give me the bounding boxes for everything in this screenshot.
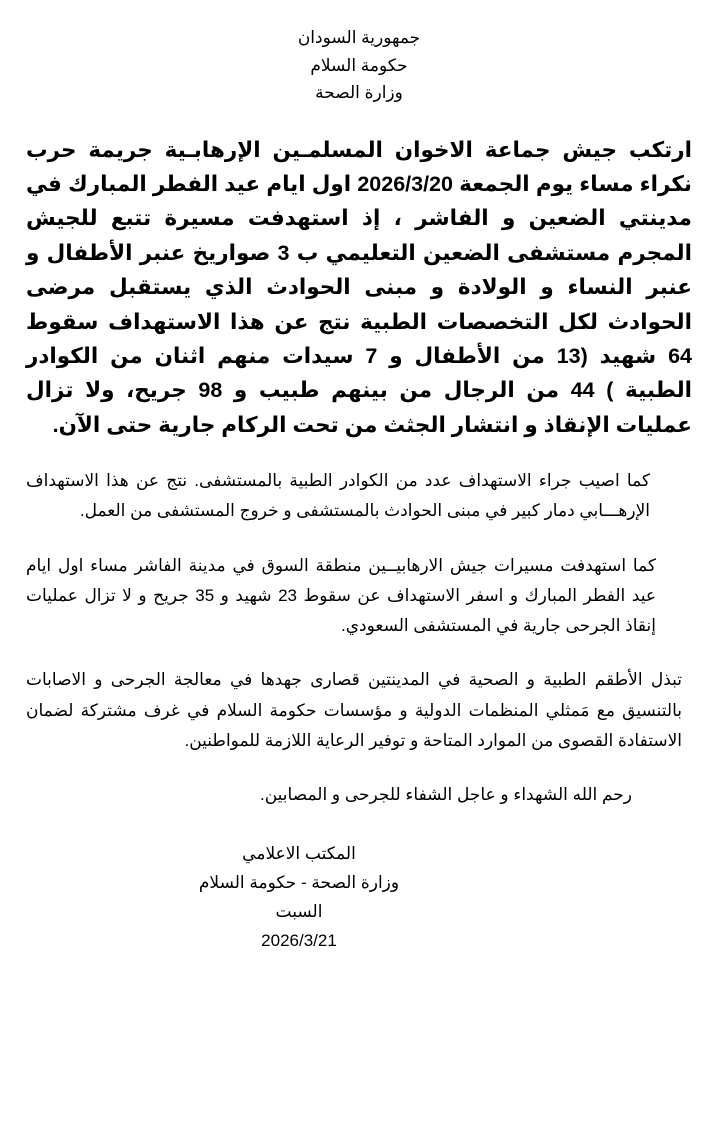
document-headline: ارتكب جيش جماعة الاخوان المسلمـين الإرهابـية جريمة حرب نكراء مساء يوم الجمعة 2026/3/20 اول ايام عيد الفطر المبارك في مدينتي الضعين و الفاشر ، إذ استهدفت مسيرة تتبع للجيش المجرم مستشفى الضعين التعليمي ب 3 صواريخ عنبر الأطفال و عنبر النساء و الولادة و مبنى الحوادث الذي يستقبل مرضى الحوادث لكل التخصصات الطبية نتج عن هذا الاستهداف سقوط 64 شهيد (13 من الأطفال و 7 سيدات منهم اثنان من الكوادر الطبية ) 44 من الرجال من بينهم طبيب و 98 جريح، ولا تزال عمليات الإنقاذ و انتشار الجثث من تحت الركام جارية حتى الآن. <box>26 137 693 437</box>
signature-ministry: وزارة الصحة - حكومة السلام <box>198 873 400 893</box>
document-signature <box>26 840 692 956</box>
document-paragraph-2: كما استهدفت مسيرات جيش الارهابيــين منطقة السوق في مدينة الفاشر مساء اول ايام عيد الفطر المبارك و اسفر الاستهداف عن سقوط 23 شهيد و 35 جريح و لا تزال عمليات إنقاذ الجرحى جارية في المستشفى السعودي. <box>26 555 657 636</box>
letterhead-line-country: جمهورية السودان <box>297 28 421 47</box>
signature-office: المكتب الاعلامي <box>242 844 356 864</box>
signature-date: 2026/3/21 <box>261 931 337 951</box>
document-paragraph-1: كما اصيب جراء الاستهداف عدد من الكوادر الطبية بالمستشفى. نتج عن هذا الاستهداف الإرهـــابي دمار كبير في مبنى الحوادث بالمستشفى و خروج المستشفى من العمل. <box>26 471 650 521</box>
document-paragraph-4: رحم الله الشهداء و عاجل الشفاء للجرحى و المصابين. <box>260 785 632 805</box>
letterhead-line-ministry: وزارة الصحة <box>315 83 403 103</box>
page-bottom-spacer <box>26 956 692 1122</box>
document-letterhead <box>26 24 692 107</box>
letterhead-line-government: حكومة السلام <box>310 55 408 75</box>
document-paragraph-3: تبذل الأطقم الطبية و الصحية في المدينتين قصارى جهدها في معالجة الجرحى و الاصابات بالتنسيق مع مَمثلي المنظمات الدولية و مؤسسات حكومة السلام في غرف مشتركة لضمان الاستفادة القصوى من الموارد المتاحة و توفير الرعاية اللازمة للمواطنين. <box>26 670 682 750</box>
signature-day: السبت <box>275 902 323 922</box>
